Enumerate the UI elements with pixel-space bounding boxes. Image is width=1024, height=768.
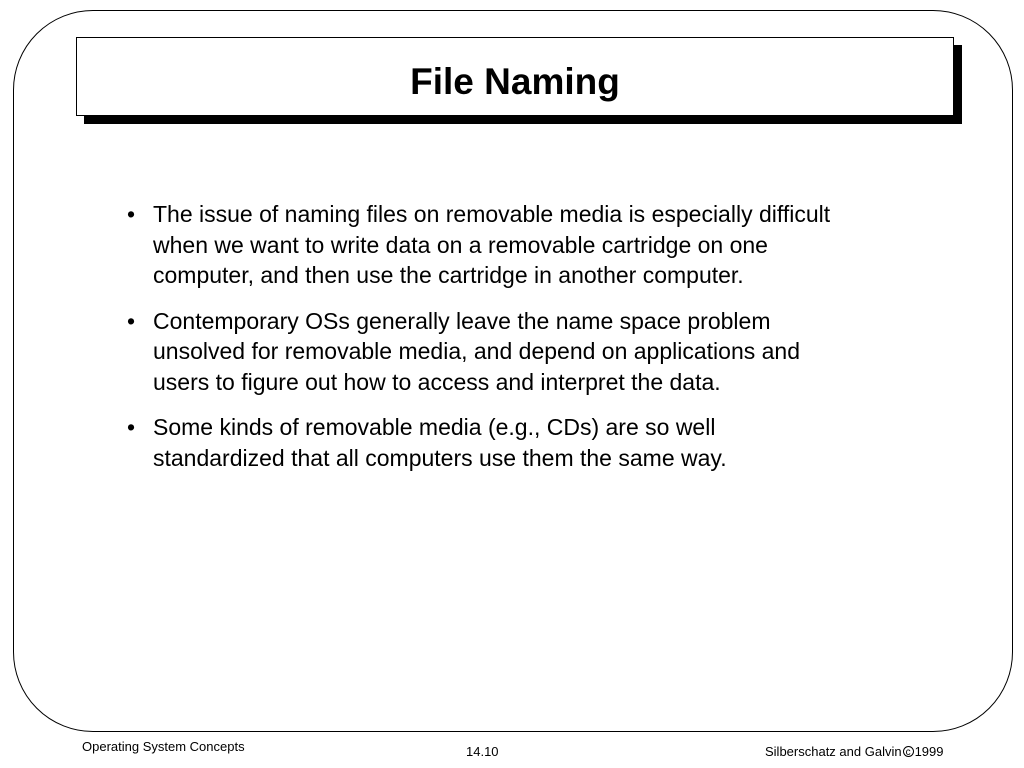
slide-title: File Naming xyxy=(410,61,620,102)
title-box xyxy=(76,37,954,116)
footer-credits xyxy=(765,745,944,758)
bullet-item xyxy=(127,306,847,398)
bullet-text: The issue of naming files on removable media is especially difficult when we want to write data on a removable cartridge on one computer, and then use the cartridge in another computer. xyxy=(153,201,831,288)
bullet-text: Some kinds of removable media (e.g., CDs) are so well standardized that all computers use them the same way. xyxy=(153,414,727,471)
bullet-icon: • xyxy=(127,307,136,334)
footer-year: 1999 xyxy=(914,744,944,759)
bullet-item xyxy=(127,199,847,291)
copyright-icon: c xyxy=(903,746,914,757)
bullet-list xyxy=(127,199,847,488)
footer-page-number: 14.10 xyxy=(466,744,499,759)
footer-course-title: Operating System Concepts xyxy=(82,739,245,754)
bullet-icon: • xyxy=(127,201,136,227)
bullet-item xyxy=(127,412,847,473)
bullet-icon: • xyxy=(127,414,136,440)
footer-authors: Silberschatz and Galvin xyxy=(765,744,902,759)
bullet-text: Contemporary OSs generally leave the name space problem unsolved for removable media, and depend on applications and users to figure out how to access and interpret the data. xyxy=(153,307,800,395)
